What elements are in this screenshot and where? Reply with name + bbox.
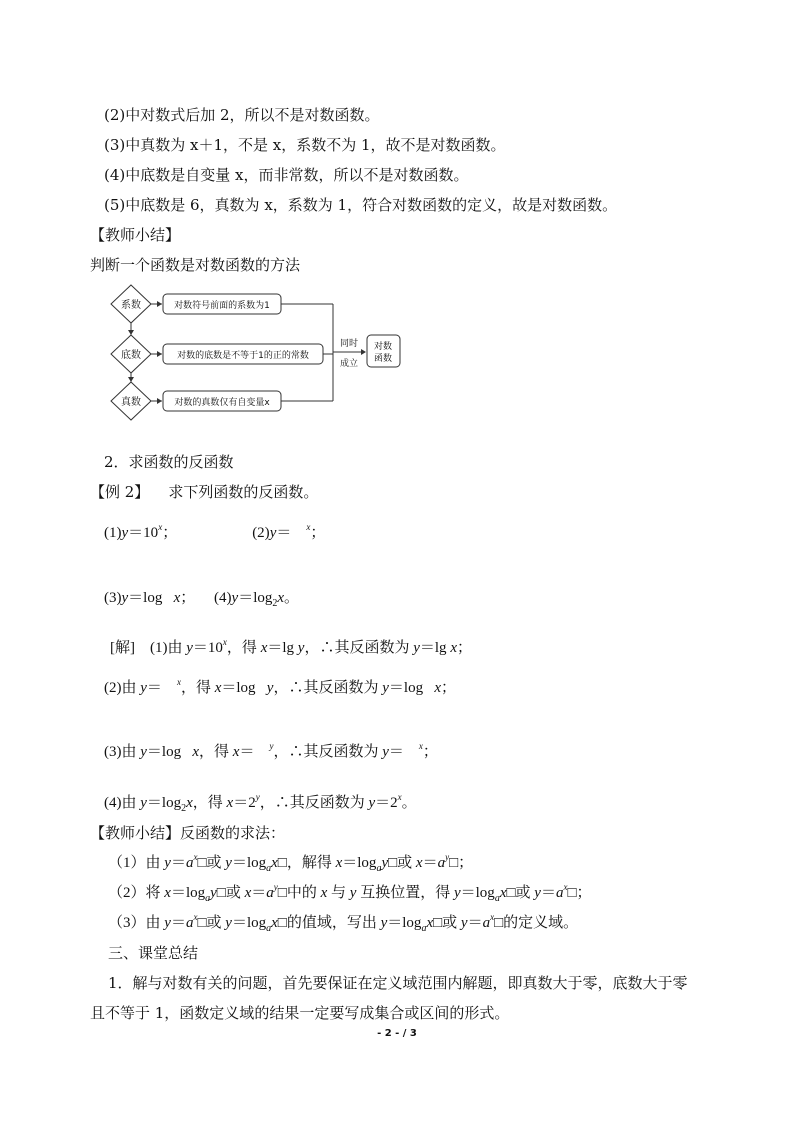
flow-diamond-arg-label: 真数 bbox=[121, 397, 141, 408]
example-2-items-1: $(1)y=10^x$； (2)y＝ $^x$； bbox=[104, 522, 326, 541]
flow-result-label-1: 对数 bbox=[373, 342, 393, 352]
method-title: 判断一个函数是对数函数的方法 bbox=[90, 256, 301, 274]
teacher-summary-heading: 【教师小结】 bbox=[90, 226, 181, 244]
flow-box-arg-label: 对数的真数仅有自变量x bbox=[174, 398, 270, 408]
summary-1b: 且不等于 1，函数定义域的结果一定要写成集合或区间的形式。 bbox=[90, 1004, 510, 1022]
section-3-heading: 三、课堂总结 bbox=[108, 944, 199, 962]
inverse-step-1: （1）由 $y=a^x□$或 $y=\log_ax□$，解得 $x=\log_ay□$或 $x=a^y□$； bbox=[108, 852, 474, 874]
flow-result-label-2: 函数 bbox=[373, 354, 393, 364]
method-flowchart bbox=[100, 282, 410, 422]
flow-diamond-base-label: 底数 bbox=[121, 350, 141, 361]
example-2-tag: 【例 2】 bbox=[90, 483, 150, 501]
solution-3: (3)由 y＝log x，得 x＝ $^y$，∴其反函数为 y＝ $^x$； bbox=[104, 741, 438, 760]
solution-2: (2)由 y＝ $^x$，得 x＝log y，∴其反函数为 y＝log x； bbox=[104, 677, 457, 696]
solution-1: [解] (1)由 $y=10^x$，得 x＝lg y，∴其反函数为 y＝lg x； bbox=[110, 637, 472, 656]
page-footer: - 2 - / 3 bbox=[377, 1028, 417, 1039]
teacher-summary-2: 【教师小结】反函数的求法： bbox=[90, 824, 286, 842]
solution-4: (4)由 $y=\log_2x$，得 $x=2^y$，∴其反函数为 $y=2^x$。 bbox=[104, 792, 417, 814]
inverse-step-3: （3）由 $y=a^x□$或 $y=\log_ax□$的值域，写出 $y=\log_ax□$或 $y=a^x□$的定义域。 bbox=[108, 912, 579, 934]
flow-merge-label-1: 同时 bbox=[339, 339, 359, 349]
example-2 bbox=[90, 482, 318, 502]
example-2-items-2: (3)y＝log x； $(4)y=\log_2x$。 bbox=[104, 590, 300, 609]
flow-diamond-coef-label: 系数 bbox=[121, 300, 141, 311]
inverse-step-2: （2）将 $x=\log_ay□$或 $x=a^y□$中的 x 与 y 互换位置，得 $y=\log_ax□$或 $y=a^x□$； bbox=[108, 882, 592, 904]
section-2-heading: 2．求函数的反函数 bbox=[104, 453, 234, 471]
flow-merge-label-2: 成立 bbox=[339, 359, 359, 369]
summary-1a: 1．解与对数有关的问题，首先要保证在定义域范围内解题，即真数大于零，底数大于零 bbox=[108, 974, 688, 992]
flow-box-coef-label: 对数符号前面的系数为1 bbox=[174, 301, 270, 311]
example-2-text: 求下列函数的反函数。 bbox=[168, 483, 319, 501]
para-4: (4)中底数是自变量 x，而非常数，所以不是对数函数。 bbox=[104, 166, 469, 184]
para-5: (5)中底数是 6，真数为 x，系数为 1，符合对数函数的定义，故是对数函数。 bbox=[104, 196, 618, 214]
para-3: (3)中真数为 x＋1，不是 x，系数不为 1，故不是对数函数。 bbox=[104, 136, 506, 154]
para-2: (2)中对数式后加 2，所以不是对数函数。 bbox=[104, 106, 380, 124]
flow-box-base-label: 对数的底数是不等于1的正的常数 bbox=[177, 351, 309, 361]
